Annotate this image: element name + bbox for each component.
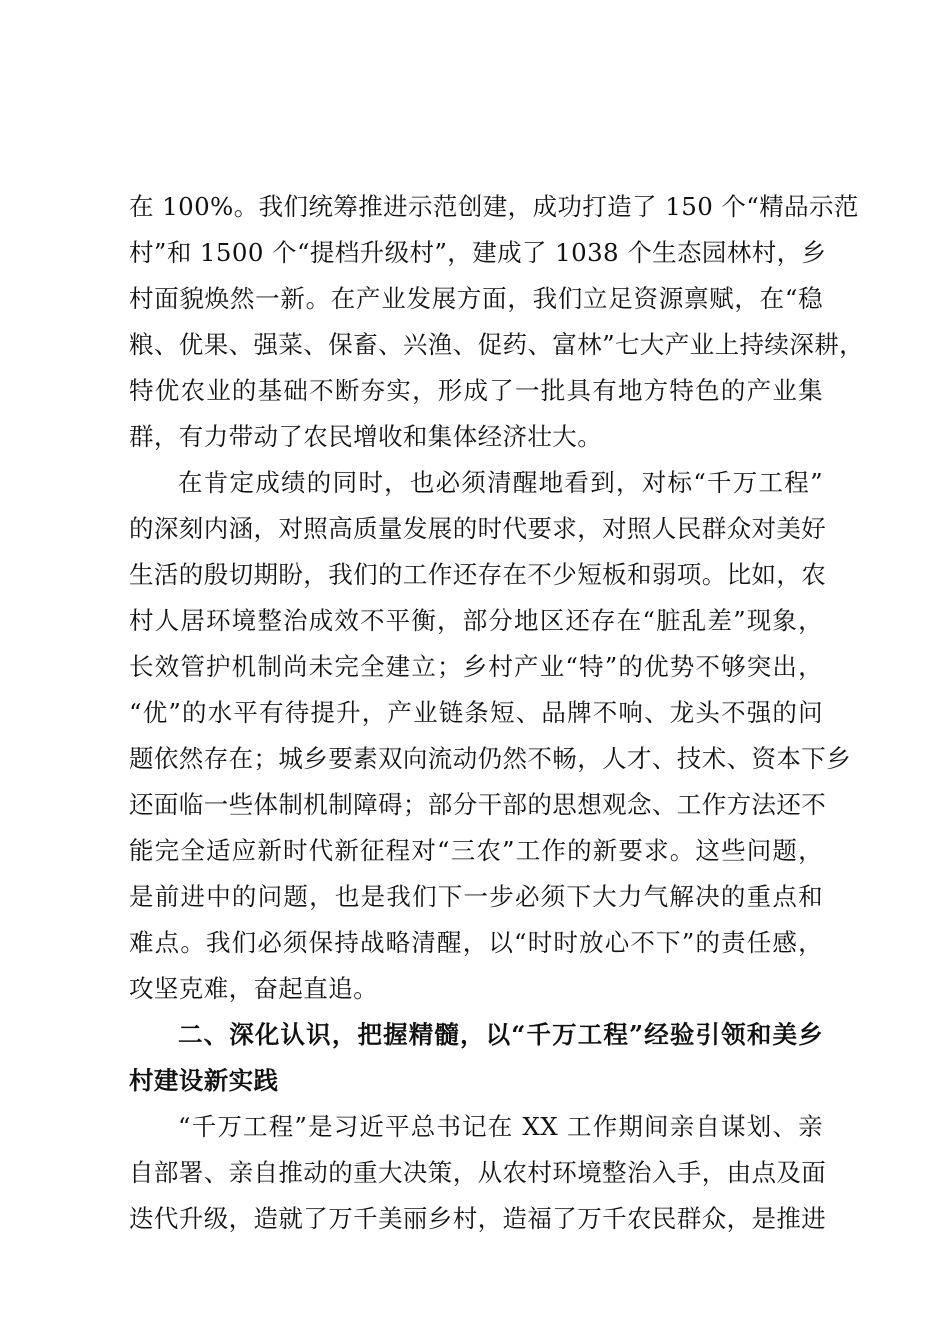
paragraph-line: 题依然存在；城乡要素双向流动仍然不畅，人才、技术、资本下乡	[129, 744, 852, 773]
paragraph-line: 在 100%。我们统筹推进示范创建，成功打造了 150 个“精品示范	[129, 192, 859, 221]
paragraph-line: 村”和 1500 个“提档升级村”，建成了 1038 个生态园林村，乡	[129, 238, 827, 267]
paragraph-line: 特优农业的基础不断夯实，形成了一批具有地方特色的产业集	[129, 376, 823, 405]
paragraph-line: 迭代升级，造就了万千美丽乡村，造福了万千农民群众，是推进	[129, 1204, 827, 1233]
paragraph-line: 是前进中的问题，也是我们下一步必须下大力气解决的重点和	[129, 882, 823, 911]
paragraph-line: 群，有力带动了农民增收和集体经济壮大。	[129, 422, 603, 451]
paragraph-line: “千万工程”是习近平总书记在 XX 工作期间亲自谋划、亲	[178, 1112, 823, 1141]
paragraph-line: 村人居环境整治成效不平衡，部分地区还存在“脏乱差”现象，	[129, 606, 823, 635]
paragraph-line: 长效管护机制尚未完全建立；乡村产业“特”的优势不够突出，	[129, 652, 823, 681]
section-heading-line: 二、深化认识，把握精髓，以“千万工程”经验引领和美乡	[178, 1020, 823, 1049]
section-heading-line: 村建设新实践	[129, 1066, 279, 1095]
paragraph-line: 攻坚克难，奋起直追。	[129, 974, 378, 1003]
paragraph-line: 村面貌焕然一新。在产业发展方面，我们立足资源禀赋，在“稳	[129, 284, 823, 313]
paragraph-line: 自部署、亲自推动的重大决策，从农村环境整治入手，由点及面	[129, 1158, 827, 1187]
paragraph-line: “优”的水平有待提升，产业链条短、品牌不响、龙头不强的问	[129, 698, 823, 727]
paragraph-line: 粮、优果、强菜、保畜、兴渔、促药、富林”七大产业上持续深耕，	[129, 330, 865, 359]
paragraph-line: 在肯定成绩的同时，也必须清醒地看到，对标“千万工程”	[178, 468, 823, 497]
paragraph-line: 生活的殷切期盼，我们的工作还存在不少短板和弱项。比如，农	[129, 560, 827, 589]
paragraph-line: 难点。我们必须保持战略清醒，以“时时放心不下”的责任感，	[129, 928, 823, 957]
paragraph-line: 能完全适应新时代新征程对“三农”工作的新要求。这些问题，	[129, 836, 823, 865]
paragraph-line: 的深刻内涵，对照高质量发展的时代要求，对照人民群众对美好	[129, 514, 827, 543]
paragraph-line: 还面临一些体制机制障碍；部分干部的思想观念、工作方法还不	[129, 790, 827, 819]
